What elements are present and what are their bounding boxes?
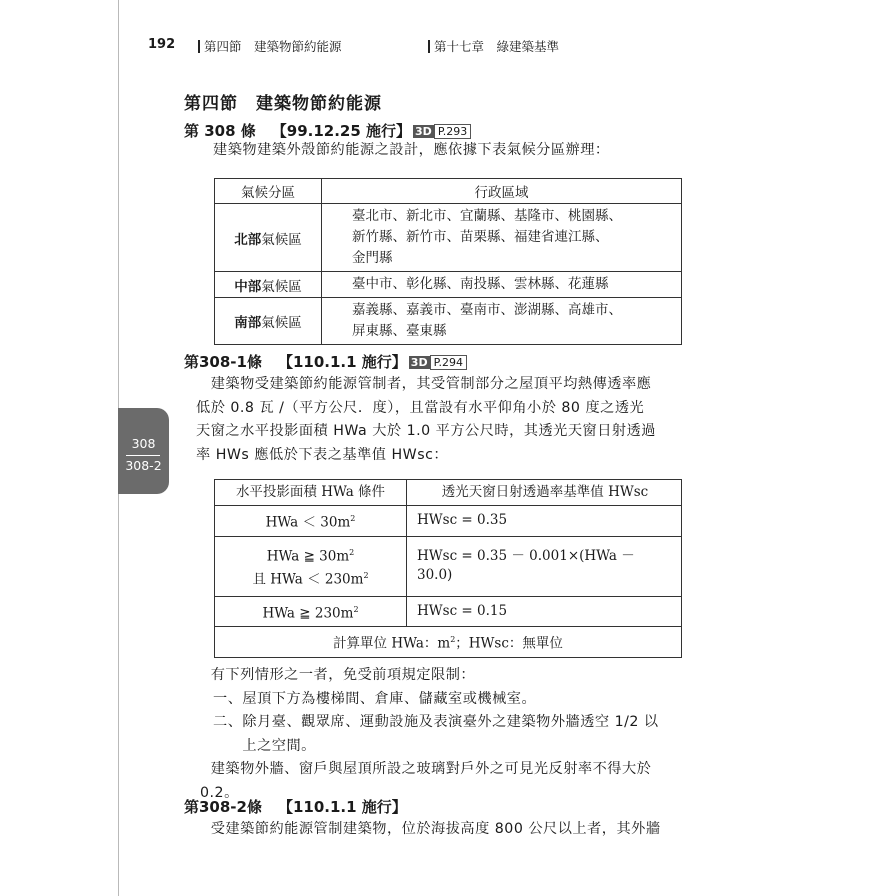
exceptions-intro: 有下列情形之一者，免受前項規定限制： bbox=[196, 667, 476, 683]
running-header-right bbox=[428, 37, 559, 55]
article-label: 第308-1條 bbox=[184, 353, 262, 371]
admin-cell: 臺北市、新北市、宜蘭縣、基隆市、桃園縣、 新竹縣、新竹市、苗栗縣、福建省連江縣、 金門縣 bbox=[322, 204, 682, 272]
condition-cell: HWa ≧ $30m^2$ 且 HWa ＜ $230m^2$ bbox=[215, 536, 407, 596]
side-tab-divider bbox=[126, 455, 160, 456]
condition-cell: HWa ＜ $30m^2$ bbox=[215, 506, 407, 537]
article-308-2-text: 受建築節約能源管制建築物，位於海拔高度 800 公尺以上者，其外牆 bbox=[196, 821, 661, 837]
table-header-cell: 氣候分區 bbox=[215, 179, 322, 204]
side-tab-bottom: 308-2 bbox=[125, 458, 162, 473]
table-header-cell: 透光天窗日射透過率基準值 HWsc bbox=[407, 480, 682, 506]
admin-cell: 嘉義縣、嘉義市、臺南市、澎湖縣、高雄市、 屏東縣、臺東縣 bbox=[322, 298, 682, 345]
zone-cell: 南部氣候區 bbox=[215, 298, 322, 345]
page-number: 192 bbox=[148, 37, 176, 52]
article-label: 第308-2條 bbox=[184, 798, 262, 816]
zone-cell: 北部氣候區 bbox=[215, 204, 322, 272]
badge-3d: 3D bbox=[415, 125, 432, 138]
article-308-1-text: 建築物受建築節約能源管制者，其受管制部分之屋頂平均熱傳透率應 低於 0.8 瓦 /（平方公尺．度），且當設有水平仰角小於 80 度之透光 天窗之水平投影面積 HWa 大於 1.0 平方公尺時，其透光天窗日射透過 率 HWs 應低於下表之基準值 HWsc： bbox=[196, 376, 656, 463]
header-right-title: 第十七章 綠建築基準 bbox=[434, 39, 560, 54]
article-308-heading bbox=[184, 120, 471, 141]
article-308-text: 建築物建築外殼節約能源之設計，應依據下表氣候分區辦理： bbox=[213, 142, 610, 158]
value-cell: HWsc = 0.35 － 0.001×(HWa － 30.0) bbox=[407, 536, 682, 596]
exception-item: 二、除月臺、觀眾席、運動設施及表演臺外之建築物外牆透空 1/2 以 bbox=[213, 714, 659, 730]
page-ref-badge: P.293 bbox=[434, 124, 471, 139]
effective-date: 【99.12.25 施行】 bbox=[271, 122, 412, 140]
table-row bbox=[215, 506, 682, 537]
condition-cell: HWa ≧ $230m^2$ bbox=[215, 596, 407, 627]
table-row bbox=[215, 536, 682, 596]
table-row bbox=[215, 627, 682, 658]
table-header-cell: 水平投影面積 HWa 條件 bbox=[215, 480, 407, 506]
side-tab-top: 308 bbox=[131, 436, 156, 451]
article-308-1-heading bbox=[184, 351, 467, 372]
header-left-title: 第四節 建築物節約能源 bbox=[204, 39, 342, 54]
zone-cell: 中部氣候區 bbox=[215, 272, 322, 298]
article-label: 第 308 條 bbox=[184, 122, 256, 140]
running-header-left bbox=[198, 37, 342, 55]
table-row bbox=[215, 596, 682, 627]
exception-item: 一、屋頂下方為樓梯間、倉庫、儲藏室或機械室。 bbox=[213, 690, 537, 707]
reflectance-text: 0.2。 bbox=[200, 784, 239, 801]
side-tab[interactable] bbox=[118, 408, 169, 494]
effective-date: 【110.1.1 施行】 bbox=[277, 798, 407, 816]
value-cell: HWsc = 0.35 bbox=[407, 506, 682, 537]
unit-note-cell: 計算單位 HWa：$m^2$；HWsc：無單位 bbox=[215, 627, 682, 658]
exceptions-block bbox=[196, 664, 696, 805]
climate-zone-table bbox=[214, 178, 682, 345]
table-row bbox=[215, 298, 682, 345]
effective-date: 【110.1.1 施行】 bbox=[277, 353, 407, 371]
table-row bbox=[215, 272, 682, 298]
table-header-row bbox=[215, 480, 682, 506]
page-ref-badge: P.294 bbox=[430, 355, 467, 370]
section-title: 第四節 建築物節約能源 bbox=[184, 94, 382, 114]
hwsc-table bbox=[214, 479, 682, 658]
article-308-2-heading bbox=[184, 796, 407, 817]
reflectance-text: 建築物外牆、窗戶與屋頂所設之玻璃對戶外之可見光反射率不得大於 bbox=[196, 761, 652, 777]
badge-3d: 3D bbox=[410, 356, 428, 369]
exception-item: 上之空間。 bbox=[213, 737, 316, 754]
table-row bbox=[215, 204, 682, 272]
header-marker bbox=[198, 40, 200, 53]
header-marker bbox=[428, 40, 430, 53]
table-header-row bbox=[215, 179, 682, 204]
table-header-cell: 行政區域 bbox=[322, 179, 682, 204]
admin-cell: 臺中市、彰化縣、南投縣、雲林縣、花蓮縣 bbox=[322, 272, 682, 298]
value-cell: HWsc = 0.15 bbox=[407, 596, 682, 627]
